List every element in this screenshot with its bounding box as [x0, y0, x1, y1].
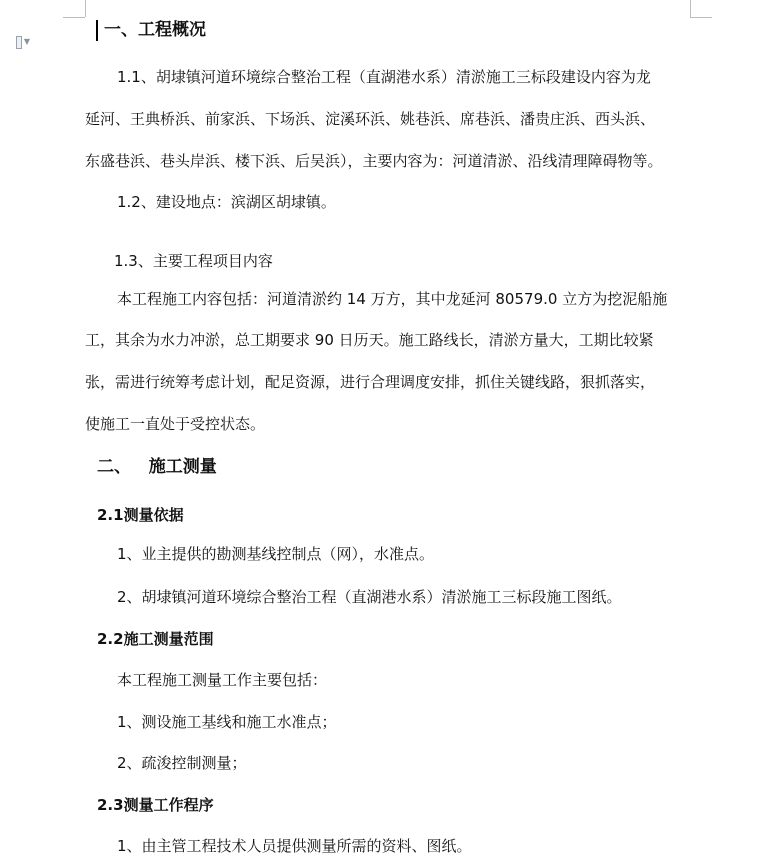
- section-1-heading: 一、工程概况: [104, 20, 206, 40]
- subheading-2-3: 2.3测量工作程序: [97, 796, 214, 814]
- paragraph-1-3-line-2: 工，其余为水力冲淤，总工期要求 90 日历天。施工路线长，清淤方量大，工期比较紧: [85, 331, 654, 349]
- subheading-2-1: 2.1测量依据: [97, 506, 184, 524]
- section-2-heading: 二、 施工测量: [97, 457, 217, 477]
- subheading-1-3: 1.3、主要工程项目内容: [114, 252, 273, 270]
- subheading-2-2: 2.2施工测量范围: [97, 630, 214, 648]
- paragraph-1-3-line-4: 使施工一直处于受控状态。: [85, 415, 266, 433]
- list-item: 2、疏浚控制测量；: [117, 754, 247, 772]
- chevron-down-icon: ▼: [23, 37, 30, 46]
- list-item: 1、由主管工程技术人员提供测量所需的资料、图纸。: [117, 837, 472, 855]
- paragraph-1-2: 1.2、建设地点：滨湖区胡埭镇。: [117, 193, 336, 211]
- paragraph-2-2-intro: 本工程施工测量工作主要包括：: [117, 671, 328, 689]
- list-item: 1、业主提供的勘测基线控制点（网），水准点。: [117, 545, 435, 563]
- crop-mark-top-right: [690, 17, 712, 18]
- paragraph-1-1-line-2: 延河、王典桥浜、前家浜、下场浜、淀溪环浜、姚巷浜、席巷浜、潘贵庄浜、西头浜、: [85, 110, 656, 128]
- paragraph-1-3-line-1: 本工程施工内容包括：河道清淤约 14 万方，其中龙延河 80579.0 立方为挖泥船施: [117, 290, 668, 308]
- document-icon[interactable]: [16, 34, 30, 50]
- list-item: 2、胡埭镇河道环境综合整治工程（直湖港水系）清淤施工三标段施工图纸。: [117, 588, 622, 606]
- paragraph-1-1-line-1: 1.1、胡埭镇河道环境综合整治工程（直湖港水系）清淤施工三标段建设内容为龙: [117, 68, 651, 86]
- text-cursor: [96, 20, 98, 41]
- document-sheet-icon: [16, 36, 22, 49]
- crop-mark-top-left: [63, 17, 85, 18]
- crop-mark-top-right: [690, 0, 691, 17]
- list-item: 1、测设施工基线和施工水准点；: [117, 713, 337, 731]
- paragraph-1-1-line-3: 东盛巷浜、巷头岸浜、楼下浜、后吴浜），主要内容为：河道清淤、沿线清理障碍物等。: [85, 152, 663, 170]
- crop-mark-top-left: [85, 0, 86, 17]
- paragraph-1-3-line-3: 张，需进行统筹考虑计划，配足资源，进行合理调度安排，抓住关键线路，狠抓落实，: [85, 373, 656, 391]
